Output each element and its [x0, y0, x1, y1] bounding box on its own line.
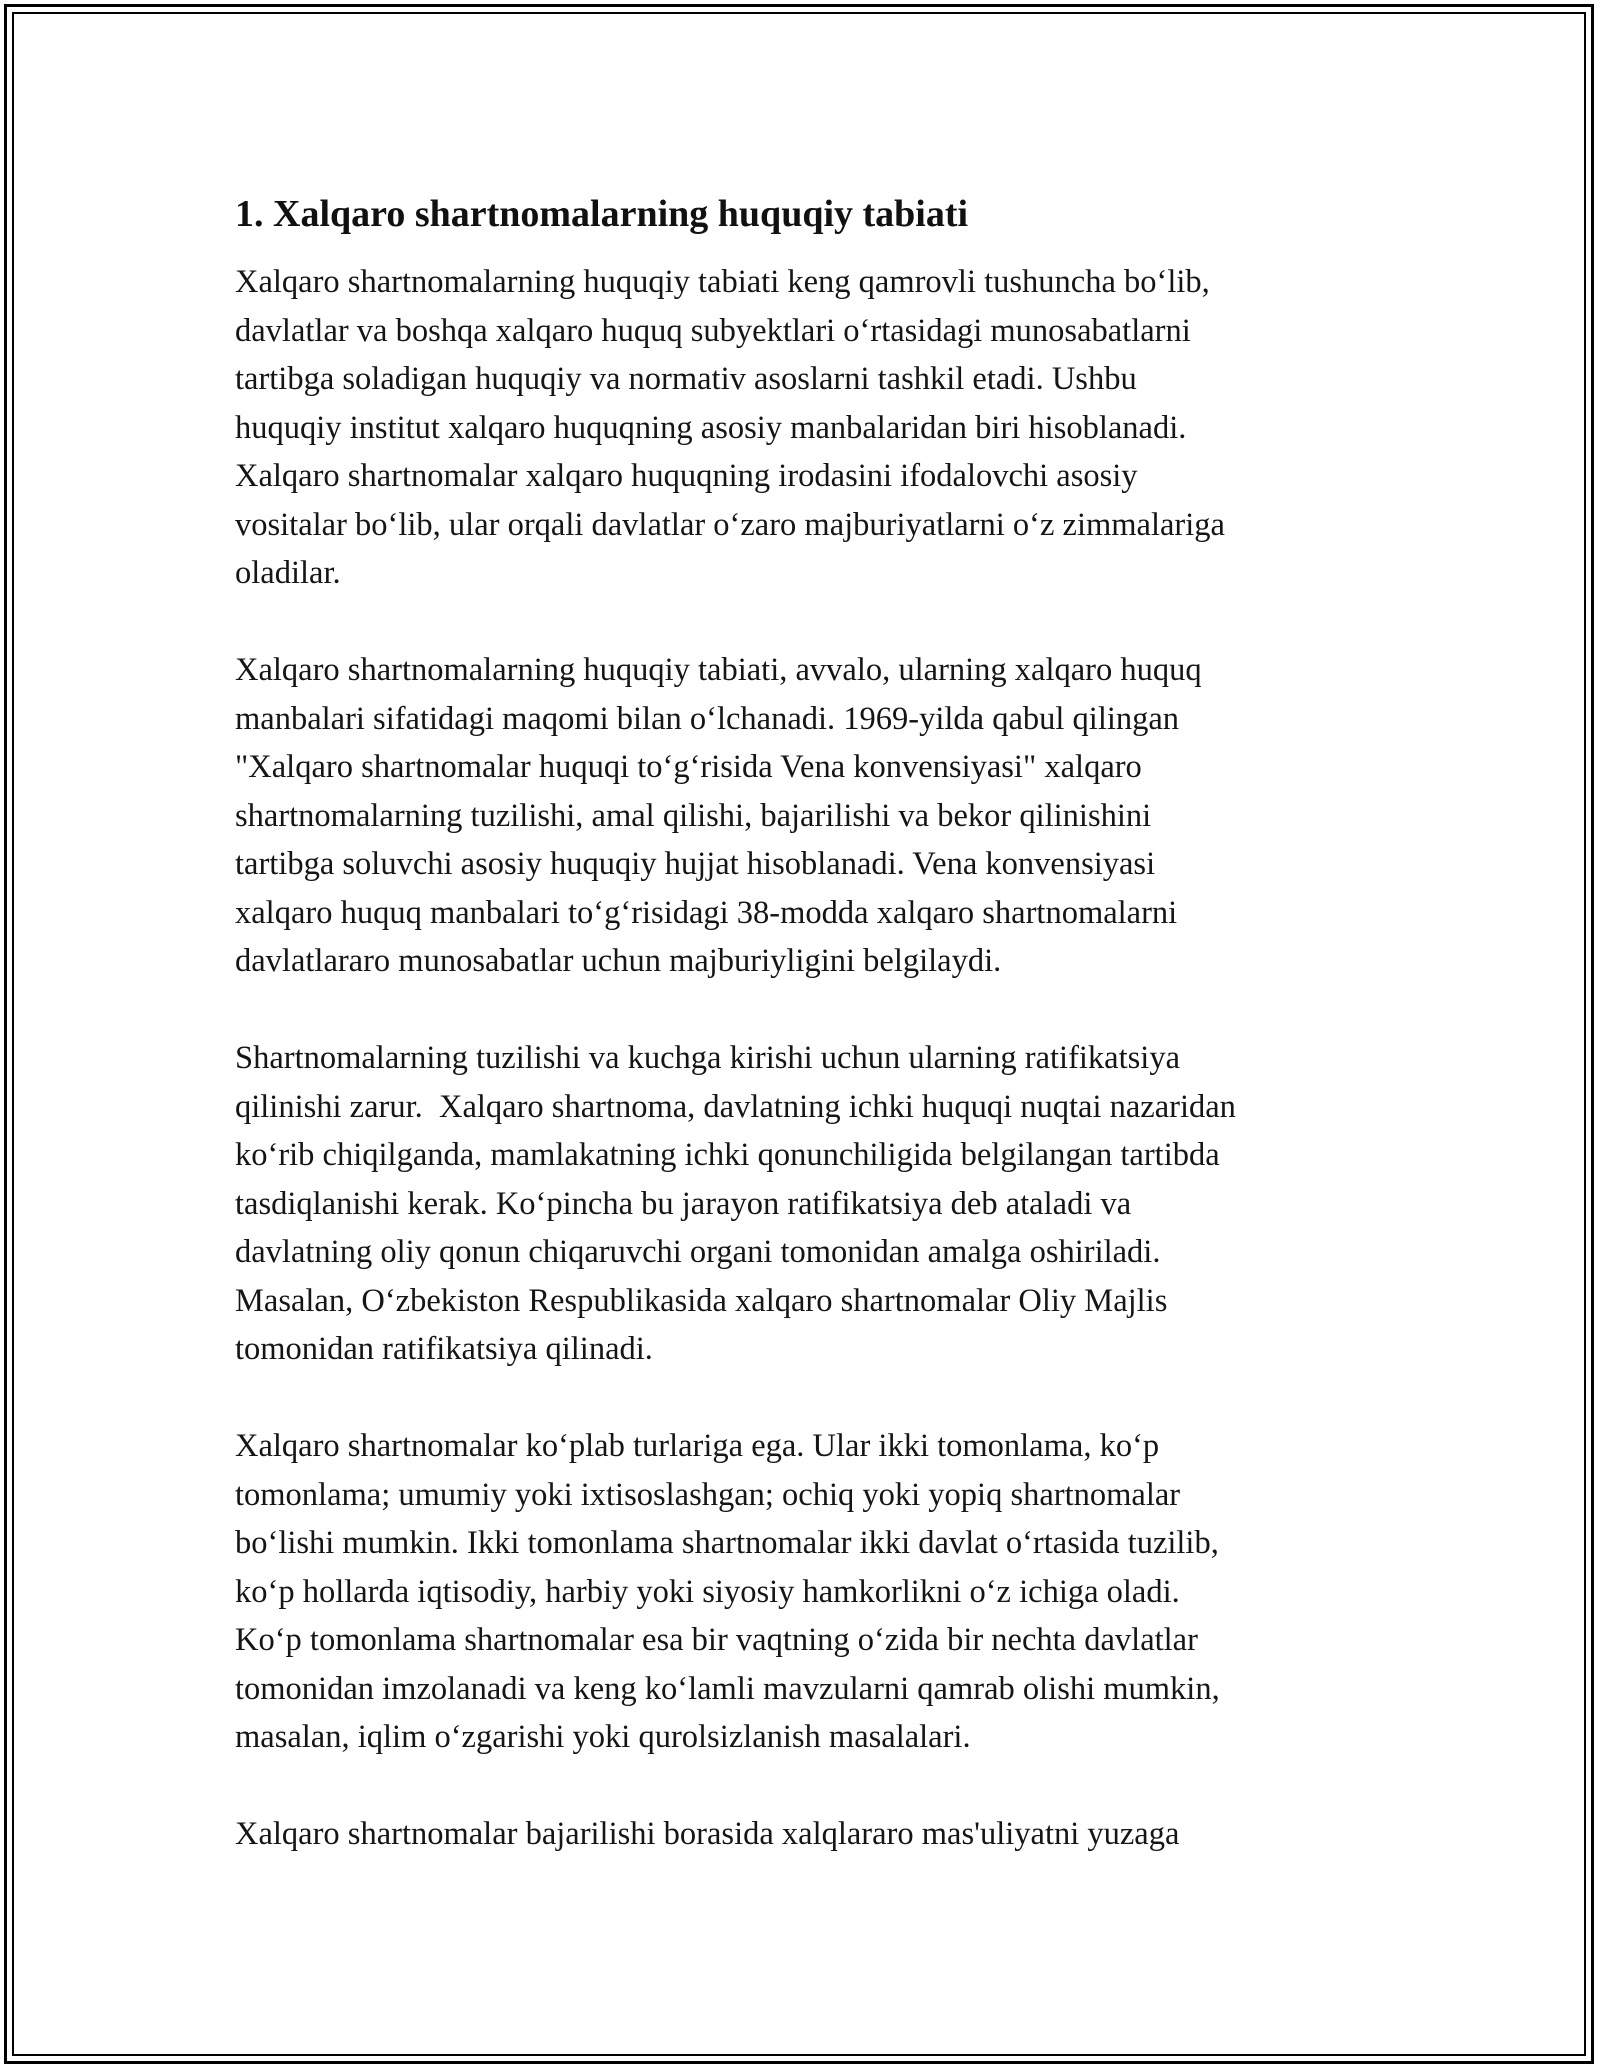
text-line: masalan, iqlim o‘zgarishi yoki qurolsizlanish masalalari. — [235, 1719, 971, 1755]
text-line: ko‘p hollarda iqtisodiy, harbiy yoki siyosiy hamkorlikni o‘z ichiga oladi. — [235, 1573, 1180, 1610]
text-line: oladilar. — [235, 555, 341, 591]
paragraph-1 — [235, 258, 1385, 598]
text-line: ko‘rib chiqilganda, mamlakatning ichki qonunchiligida belgilangan tartibda — [235, 1137, 1220, 1173]
text-line: shartnomalarning tuzilishi, amal qilishi, bajarilishi va bekor qilinishini — [235, 797, 1152, 834]
text-line: tartibga soladigan huquqiy va normativ asoslarni tashkil etadi. Ushbu — [235, 361, 1137, 397]
text-line: Ko‘p tomonlama shartnomalar esa bir vaqtning o‘zida bir nechta davlatlar — [235, 1622, 1198, 1658]
text-line: davlatning oliy qonun chiqaruvchi organi tomonidan amalga oshiriladi. — [235, 1234, 1161, 1270]
text-line: tomonidan ratifikatsiya qilinadi. — [235, 1331, 653, 1367]
paragraph-4 — [235, 1422, 1385, 1762]
section-heading: 1. Xalqaro shartnomalarning huquqiy tabiati — [235, 193, 969, 235]
document-body — [235, 188, 1385, 1907]
text-line: manbalari sifatidagi maqomi bilan o‘lchanadi. 1969-yilda qabul qilingan — [235, 700, 1180, 737]
text-line: vositalar bo‘lib, ular orqali davlatlar o‘zaro majburiyatlarni o‘z zimmalariga — [235, 506, 1225, 543]
paragraph-2 — [235, 646, 1385, 986]
text-line: tartibga soluvchi asosiy huquqiy hujjat hisoblanadi. Vena konvensiyasi — [235, 846, 1156, 882]
text-line: tomonlama; umumiy yoki ixtisoslashgan; ochiq yoki yopiq shartnomalar — [235, 1476, 1181, 1513]
text-line: davlatlar va boshqa xalqaro huquq subyektlari o‘rtasidagi munosabatlarni — [235, 312, 1191, 349]
paragraph-3 — [235, 1034, 1385, 1374]
text-line: Xalqaro shartnomalar bajarilishi borasida xalqlararo mas'uliyatni yuzaga — [235, 1816, 1180, 1852]
text-line: xalqaro huquq manbalari to‘g‘risidagi 38-modda xalqaro shartnomalarni — [235, 894, 1178, 931]
text-line: Xalqaro shartnomalarning huquqiy tabiati keng qamrovli tushuncha bo‘lib, — [235, 264, 1210, 300]
text-line: tomonidan imzolanadi va keng ko‘lamli mavzularni qamrab olishi mumkin, — [235, 1670, 1220, 1707]
text-line: Xalqaro shartnomalar xalqaro huquqning irodasini ifodalovchi asosiy — [235, 458, 1138, 494]
text-line: Xalqaro shartnomalarning huquqiy tabiati, avvalo, ularning xalqaro huquq — [235, 652, 1202, 688]
text-line: "Xalqaro shartnomalar huquqi to‘g‘risida Vena konvensiyasi" xalqaro — [235, 749, 1142, 785]
text-line: Shartnomalarning tuzilishi va kuchga kirishi uchun ularning ratifikatsiya — [235, 1040, 1180, 1076]
text-line: Masalan, O‘zbekiston Respublikasida xalqaro shartnomalar Oliy Majlis — [235, 1282, 1168, 1319]
text-line: tasdiqlanishi kerak. Ko‘pincha bu jarayon ratifikatsiya deb ataladi va — [235, 1185, 1132, 1222]
text-line: davlatlararo munosabatlar uchun majburiyligini belgilaydi. — [235, 943, 1002, 979]
text-line: huquqiy institut xalqaro huquqning asosiy manbalaridan biri hisoblanadi. — [235, 409, 1187, 446]
text-line: qilinishi zarur. Xalqaro shartnoma, davlatning ichki huquqi nuqtai nazaridan — [235, 1088, 1236, 1125]
text-line: Xalqaro shartnomalar ko‘plab turlariga ega. Ular ikki tomonlama, ko‘p — [235, 1428, 1160, 1464]
text-line: bo‘lishi mumkin. Ikki tomonlama shartnomalar ikki davlat o‘rtasida tuzilib, — [235, 1525, 1219, 1561]
paragraph-5 — [235, 1810, 1385, 1859]
